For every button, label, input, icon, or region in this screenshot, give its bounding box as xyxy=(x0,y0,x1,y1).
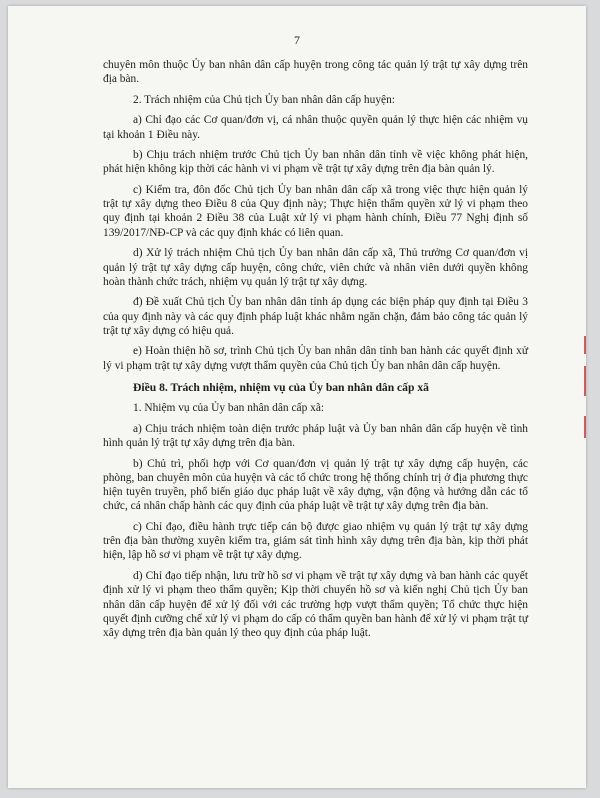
document-page xyxy=(8,6,586,788)
paragraph: b) Chủ trì, phối hợp với Cơ quan/đơn vị quản lý trật tự xây dựng cấp huyện, các phòng, ban chuyên môn của huyện và các tổ chức trong hệ thống chính trị ở địa phương thực hiện tuyên truyền, phổ biến giáo dục pháp luật về xây dựng, vận động và hướng dẫn các tổ chức, cá nhân chấp hành các quy định của pháp luật về trật tự xây dựng trên địa bàn. xyxy=(103,457,528,513)
paragraph: đ) Đề xuất Chủ tịch Ủy ban nhân dân tỉnh áp dụng các biện pháp quy định tại Điều 3 của quy định này và các quy định pháp luật khác nhằm ngăn chặn, đảm bảo công tác quản lý trật tự xây dựng có hiệu quả. xyxy=(103,296,528,337)
paragraph: c) Chỉ đạo, điều hành trực tiếp cán bộ được giao nhiệm vụ quản lý trật tự xây dựng trên địa bàn thường xuyên kiểm tra, giám sát tình hình xây dựng trên địa bàn, kịp thời phát hiện, lập hồ sơ vi phạm về trật tự xây dựng. xyxy=(103,520,528,562)
paragraph: d) Chỉ đạo tiếp nhận, lưu trữ hồ sơ vi phạm về trật tự xây dựng và ban hành các quyết định xử lý vi phạm theo thẩm quyền; Kịp thời chuyển hồ sơ và kiến nghị Chủ tịch Ủy ban nhân dân cấp huyện để xử lý đối với các trường hợp vượt thẩm quyền; Tổ chức thực hiện quyết định cưỡng chế xử lý vi phạm do cấp có thẩm quyền ban hành để xử lý vi phạm trật tự xây dựng trên địa bàn quản lý theo quy định của pháp luật. xyxy=(103,569,528,640)
document-body xyxy=(103,58,528,647)
paragraph: c) Kiểm tra, đôn đốc Chủ tịch Ủy ban nhân dân cấp xã trong việc thực hiện quản lý trật tự xây dựng theo Điều 8 của Quy định này; Thực hiện thẩm quyền xử lý vi phạm theo quy định tại khoản 2 Điều 38 của Luật xử lý vi phạm hành chính, Điều 77 Nghị định số 139/2017/NĐ-CP và các quy định khác có liên quan. xyxy=(103,183,528,239)
paragraph: a) Chỉ đạo các Cơ quan/đơn vị, cá nhân thuộc quyền quản lý thực hiện các nhiệm vụ tại khoản 1 Điều này. xyxy=(103,114,528,141)
paragraph: a) Chịu trách nhiệm toàn diện trước pháp luật và Ủy ban nhân dân cấp huyện về tình hình quản lý trật tự xây dựng trên địa bàn. xyxy=(103,422,528,450)
paragraph: e) Hoàn thiện hồ sơ, trình Chủ tịch Ủy ban nhân dân tỉnh ban hành các quyết định xử lý vi phạm trật tự xây dựng vượt thẩm quyền của Chủ tịch Ủy ban nhân dân cấp huyện. xyxy=(103,345,528,372)
paragraph: d) Xử lý trách nhiệm Chủ tịch Ủy ban nhân dân cấp xã, Thủ trưởng Cơ quan/đơn vị quản lý trật tự xây dựng cấp huyện, công chức, viên chức và nhân viên dưới quyền không hoàn thành chức trách, nhiệm vụ quản lý trật tự xây dựng. xyxy=(103,247,528,288)
margin-stamp-mark xyxy=(584,366,586,396)
paragraph: 1. Nhiệm vụ của Ủy ban nhân dân cấp xã: xyxy=(133,402,325,415)
paragraph: chuyên môn thuộc Ủy ban nhân dân cấp huyện trong công tác quản lý trật tự xây dựng trên địa bàn. xyxy=(103,59,528,86)
paragraph: 2. Trách nhiệm của Chủ tịch Ủy ban nhân dân cấp huyện: xyxy=(133,93,395,106)
page-number: 7 xyxy=(294,33,300,47)
paragraph: b) Chịu trách nhiệm trước Chủ tịch Ủy ban nhân dân tỉnh về việc không phát hiện, phát hiện không kịp thời các hành vi vi phạm về trật tự xây dựng trên địa bàn quản lý. xyxy=(103,149,528,176)
margin-stamp-mark xyxy=(584,336,586,354)
margin-stamp-mark xyxy=(584,416,586,438)
article-heading: Điều 8. Trách nhiệm, nhiệm vụ của Ủy ban nhân dân cấp xã xyxy=(133,380,429,394)
